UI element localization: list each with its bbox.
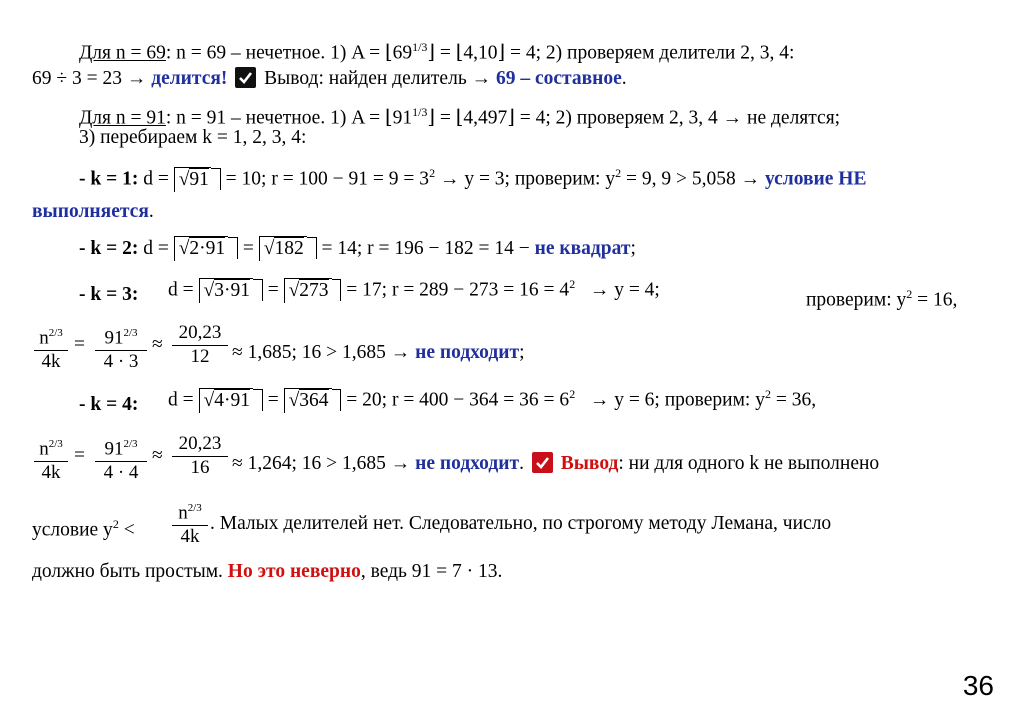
k2-label: - k = 2:: [79, 238, 139, 259]
sup: 2/3: [123, 327, 138, 339]
text: ;: [519, 342, 525, 363]
text: : ни для одного k не выполнено: [618, 453, 880, 474]
line-k3-formula: d = √3·91 = √273 = 17; $r = 289 - 273 = 16 = 4^2$ → y = 4;: [168, 277, 660, 301]
line-condition-cont: [210, 512, 831, 536]
condition-not-label: условие НЕ: [764, 168, 867, 190]
radicand: 91: [189, 168, 209, 190]
numerator: 20,23: [178, 433, 222, 454]
denominator: 12: [172, 345, 228, 368]
text: → y = 6; проверим: y: [589, 389, 765, 411]
text: должно быть простым.: [32, 561, 228, 582]
text: : n = 91 – нечетное. 1) A = ⌊91: [165, 107, 413, 129]
fraction-condition: [172, 497, 208, 548]
text: 69 ÷ 3 = 23 →: [32, 68, 152, 89]
text: ;: [630, 238, 636, 259]
k4-label: - k = 4:: [79, 394, 139, 415]
composite-label: 69 – составное: [495, 68, 622, 89]
line-condition: [32, 512, 135, 543]
not-square-label: не квадрат: [534, 238, 631, 259]
fraction-2023-2: [172, 433, 228, 479]
text: = 20; r = 400 − 364 = 36 = 6: [346, 389, 570, 411]
denominator: 16: [172, 456, 228, 479]
text: ⌋ = ⌊4,497⌋ = 4; 2) проверяем 2, 3, 4 → не делятся;: [427, 107, 841, 129]
radicand: 364: [299, 389, 329, 411]
sup: 2: [764, 387, 771, 401]
equals: =: [74, 334, 85, 355]
approx: ≈: [152, 445, 163, 466]
heading-n69: Для n = 69: [79, 42, 166, 64]
line-k3: [79, 283, 138, 307]
text: ≈ 1,685; 16 > 1,685 →: [232, 342, 416, 363]
radicand: 182: [274, 238, 304, 259]
text: 91: [104, 327, 124, 349]
sup: 1/3: [412, 40, 428, 54]
heading-n91: Для n = 91: [79, 107, 166, 129]
radicand: 4·91: [214, 389, 250, 411]
k3-label: - k = 3:: [79, 284, 139, 305]
line-k2: - k = 2: d = √2·91 = √182 = 14; r = 196 − 182 = 14 − не квадрат;: [79, 238, 636, 259]
line-k1: - k = 1: d = √91 = 10; $r = 100 - 91 = 9 = 3^2 \to y = 3$; проверим: $y^2 = 9$, 9 > 5,058 → условие НЕ: [79, 166, 867, 190]
text: : n = 69 – нечетное. 1) A = ⌊69: [165, 42, 413, 64]
text: n: [39, 438, 49, 460]
line-k4-result: [232, 452, 879, 476]
fraction-91: [95, 322, 147, 373]
text: n: [178, 502, 188, 524]
text: d =: [168, 279, 194, 301]
text: ⌋ = ⌊4,10⌋ = 4; 2) проверяем делители 2, 3, 4:: [427, 42, 795, 64]
not-fit-label: не подходит: [415, 342, 520, 363]
numerator: 20,23: [178, 322, 222, 343]
wrong-label: Но это неверно: [227, 561, 361, 582]
fraction-n-over-4k-2: [34, 433, 68, 484]
radicand: 3·91: [214, 279, 250, 301]
denominator: 4 · 4: [95, 461, 147, 484]
text: d =: [168, 389, 194, 411]
denominator: 4 · 3: [95, 350, 147, 373]
checkmark-icon: [532, 452, 553, 473]
not-fit-label: не подходит: [415, 453, 520, 474]
line-iterate-k: 3) перебираем k = 1, 2, 3, 4:: [79, 127, 307, 148]
line-n69: [79, 35, 794, 66]
text: условие y: [32, 519, 113, 541]
sup: 2: [615, 166, 622, 180]
divides-label: делится!: [151, 68, 228, 89]
line-k3-result: [232, 341, 524, 365]
sup: 2/3: [48, 327, 63, 339]
approx: ≈: [152, 334, 163, 355]
text: = 14; r = 196 − 182 = 14 −: [316, 238, 535, 259]
text: Вывод: найден делитель →: [259, 68, 496, 89]
radicand: 273: [299, 279, 329, 301]
line-n69-result: [32, 67, 627, 91]
text: проверим: y: [806, 289, 907, 311]
sup: 2: [429, 166, 436, 180]
sup: 2: [906, 287, 913, 301]
fulfilled-label: выполняется: [32, 201, 149, 222]
text: .: [148, 201, 154, 222]
text: n: [39, 327, 49, 349]
fraction-91-2: [95, 433, 147, 484]
sup: 2: [112, 517, 119, 531]
text: = 16,: [912, 289, 958, 311]
text: = 9, 9 > 5,058 →: [621, 168, 765, 190]
text: → y = 3; проверим: y: [435, 168, 616, 190]
text: d =: [138, 168, 174, 190]
sup: 2/3: [123, 438, 138, 450]
line-k3-check: [806, 282, 957, 313]
text: = 17; r = 289 − 273 = 16 = 4: [346, 279, 570, 301]
sup: 2/3: [187, 502, 202, 514]
fraction-n-over-4k: [34, 322, 68, 373]
text: = 36,: [770, 389, 817, 411]
checkmark-icon: [235, 67, 256, 88]
sup: 2/3: [48, 438, 63, 450]
page-number: 36: [962, 670, 994, 701]
line-final: [32, 560, 502, 584]
sup: 2: [569, 387, 576, 401]
equals: =: [74, 445, 85, 466]
text: ≈ 1,264; 16 > 1,685 →: [232, 453, 416, 474]
text: d =: [138, 238, 174, 259]
fraction-2023: [172, 322, 228, 368]
denominator: 4k: [172, 525, 208, 548]
text: <: [118, 519, 135, 541]
radicand: 2·91: [189, 238, 226, 259]
denominator: 4k: [34, 350, 68, 373]
text: .: [519, 453, 529, 474]
text: . Малых делителей нет. Следовательно, по строгому методу Лемана, число: [210, 513, 832, 534]
text: .: [621, 68, 627, 89]
text: = 10; r = 100 − 91 = 9 = 3: [220, 168, 430, 190]
line-k4: [79, 393, 138, 417]
k1-label: - k = 1:: [79, 168, 139, 190]
conclusion-label: Вывод: [560, 453, 619, 474]
text: 91: [104, 438, 124, 460]
line-k4-formula: d = √4·91 = √364 = 20; $r = 400 - 364 = 36 = 6^2$ → y = 6; проверим: $y^2 = 36$,: [168, 387, 817, 411]
denominator: 4k: [34, 461, 68, 484]
line-k1-cont: [32, 200, 154, 224]
text: , ведь 91 = 7 · 13.: [360, 561, 503, 582]
text: → y = 4;: [589, 279, 660, 301]
sup: 2: [569, 277, 576, 291]
sup: 1/3: [412, 105, 428, 119]
